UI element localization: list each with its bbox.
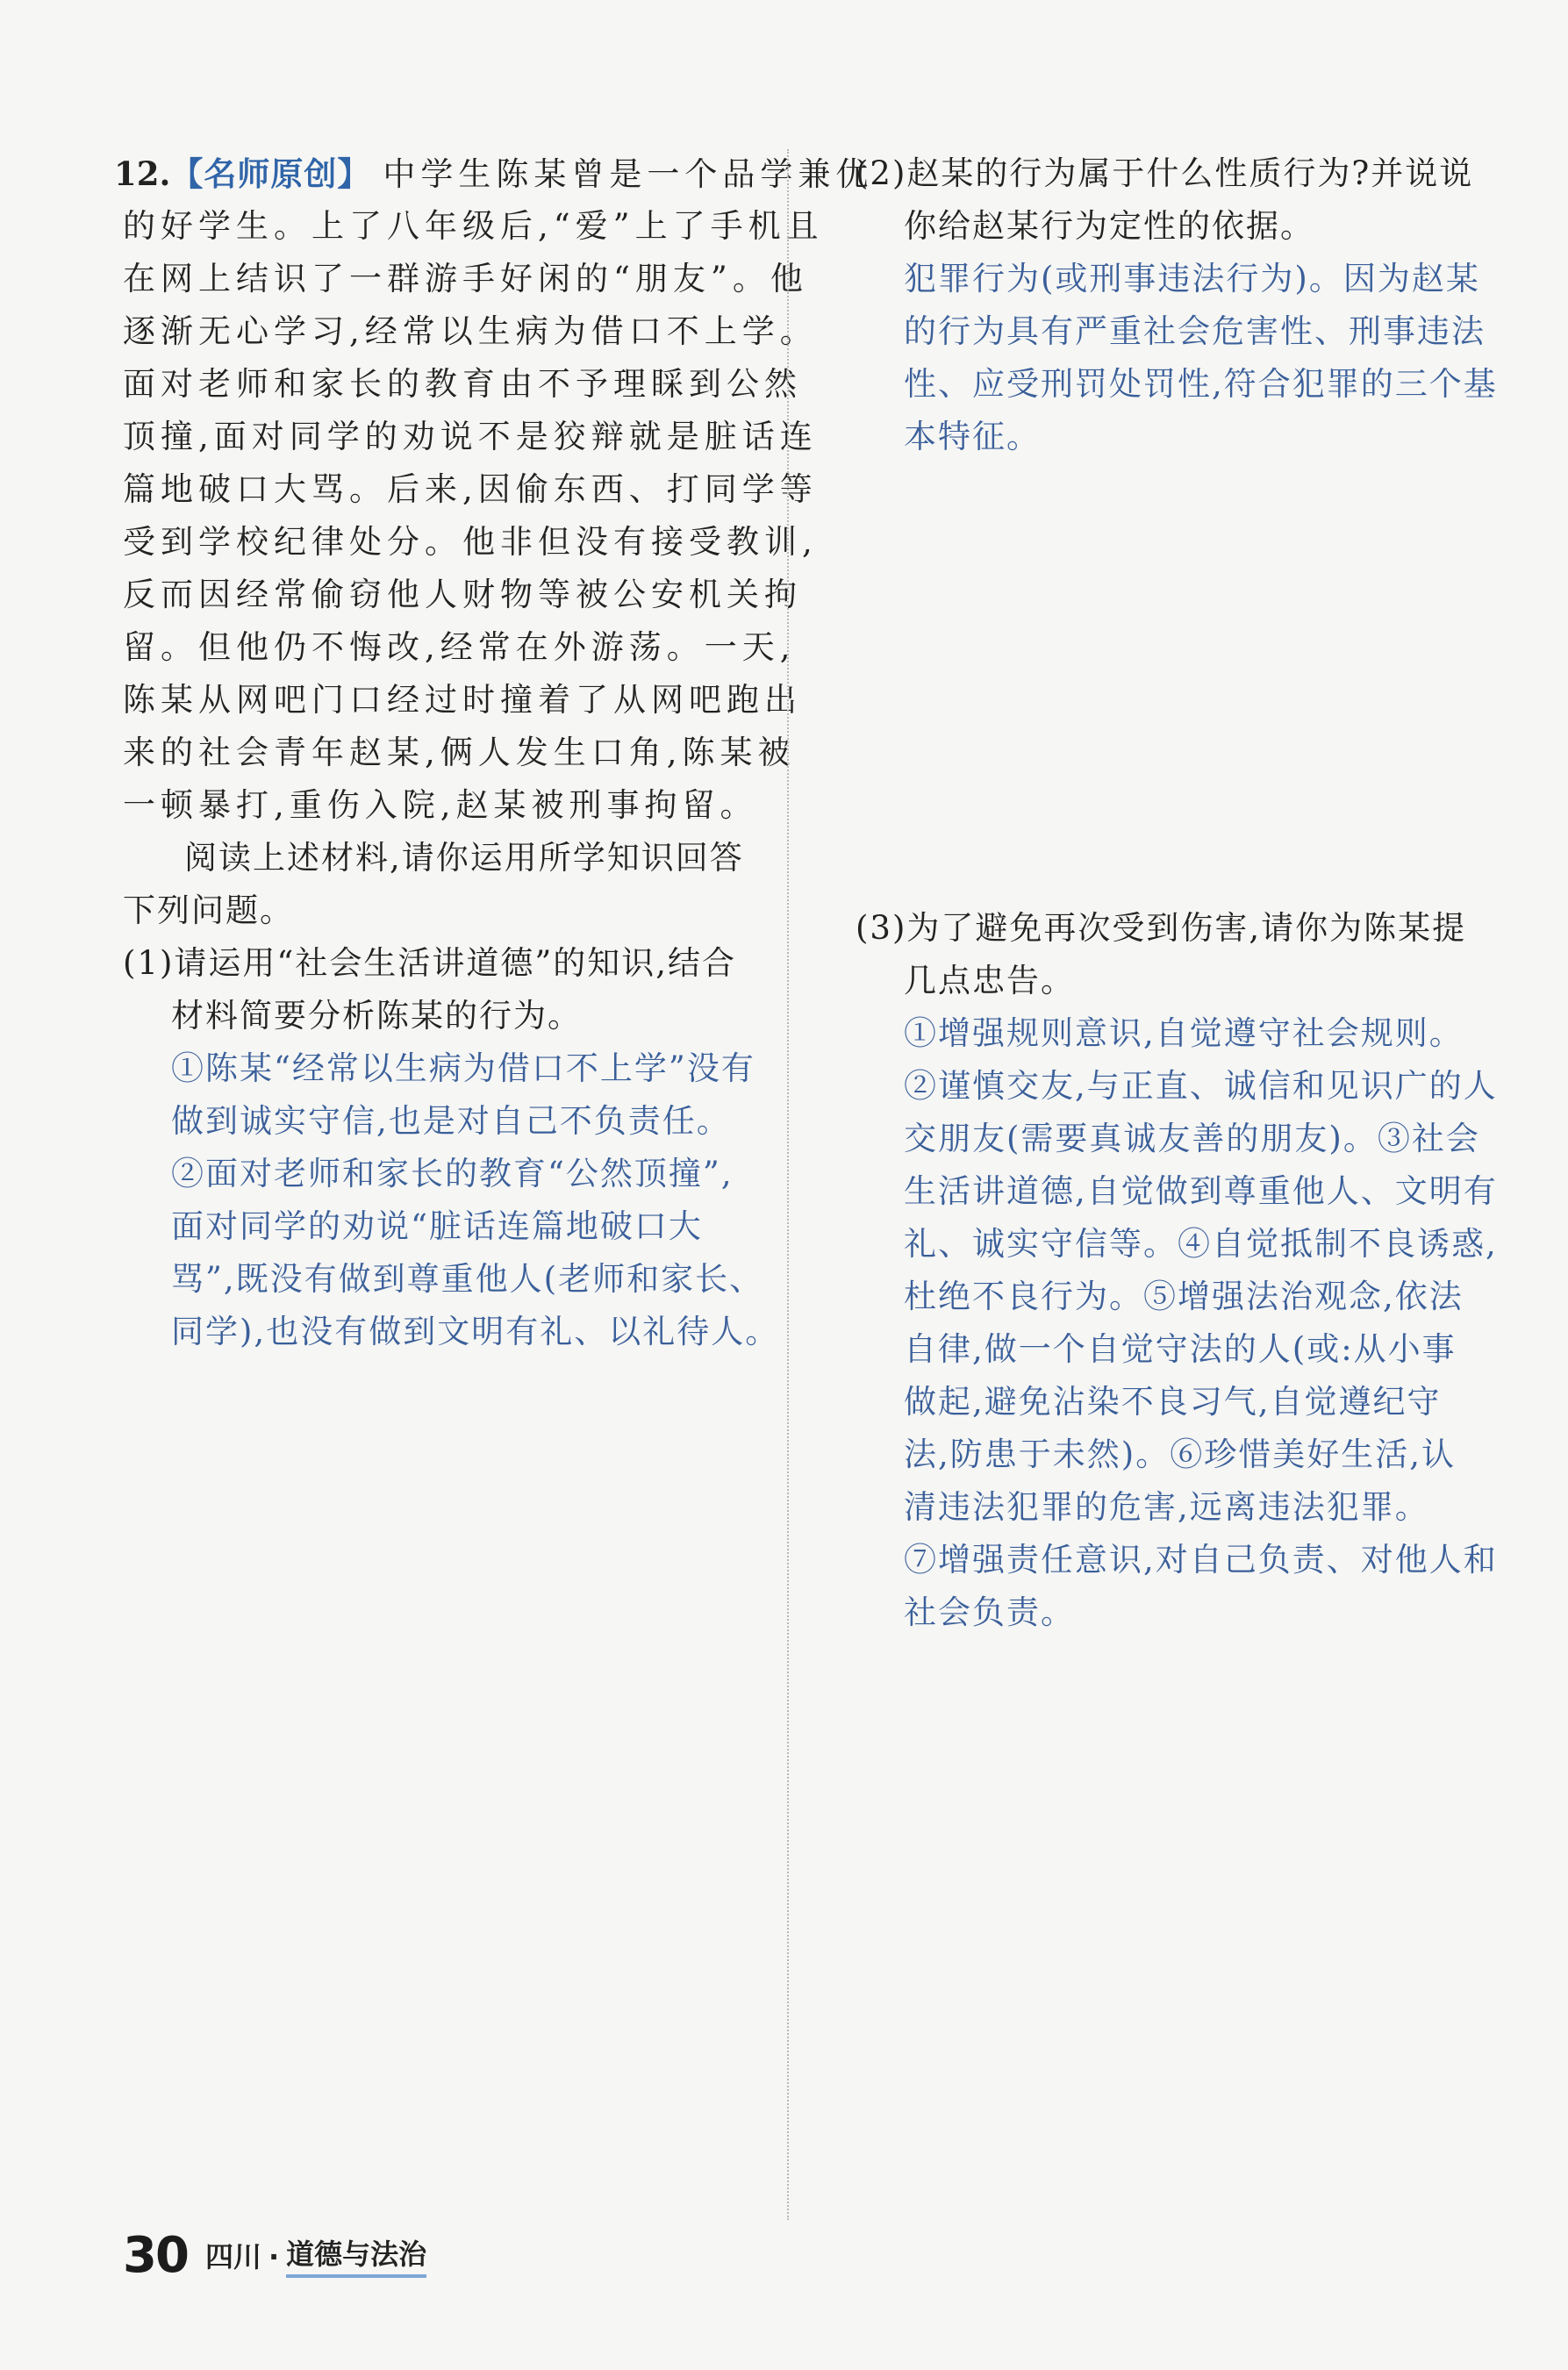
sub-question-3-text: (3)为了避免再次受到伤害,请你为陈某提 — [856, 909, 1467, 947]
answer-line: 交朋友(需要真诚友善的朋友)。③社会 — [904, 1120, 1480, 1157]
answer-line: 的行为具有严重社会危害性、刑事违法 — [904, 312, 1486, 350]
material-line: 面对老师和家长的教育由不予理睬到公然 — [123, 365, 802, 403]
answer-line: ②谨慎交友,与正直、诚信和见识广的人 — [904, 1067, 1498, 1105]
sub-question-2-text: 你给赵某行为定性的依据。 — [904, 207, 1314, 245]
answer-line: 性、应受刑罚处罚性,符合犯罪的三个基 — [904, 365, 1498, 403]
answer-line: 同学),也没有做到文明有礼、以礼待人。 — [171, 1313, 780, 1350]
material-line: 顶撞,面对同学的劝说不是狡辩就是脏话连 — [123, 418, 818, 455]
instruction-line: 阅读上述材料,请你运用所学知识回答 — [184, 839, 744, 877]
answer-line: 本特征。 — [904, 418, 1041, 455]
material-line: 12.【名师原创】 中学生陈某曾是一个品学兼优 — [114, 154, 874, 193]
question-tag: 【名师原创】 — [170, 155, 371, 193]
book-series — [205, 2235, 286, 2275]
sub-question-1-text: (1)请运用“社会生活讲道德”的知识,结合 — [123, 944, 737, 982]
answer-line: 做起,避免沾染不良习气,自觉遵纪守 — [904, 1383, 1442, 1421]
answer-line: ①陈某“经常以生病为借口不上学”没有 — [171, 1049, 755, 1087]
answer-space — [856, 463, 1470, 902]
material-line: 留。但他仍不悔改,经常在外游荡。一天, — [123, 628, 796, 666]
answer-line: ①增强规则意识,自觉遵守社会规则。 — [904, 1014, 1464, 1052]
separator-dot: · — [268, 2240, 280, 2273]
region-label: 四川 — [204, 2240, 261, 2273]
page-number: 30 — [123, 2226, 188, 2284]
page-footer — [123, 2224, 426, 2286]
question-material — [114, 147, 874, 832]
material-line: 受到学校纪律处分。他非但没有接受教训, — [123, 523, 818, 561]
sub-question-3 — [856, 902, 1498, 1639]
sub-question-2 — [856, 147, 1498, 463]
answer-line: 礼、诚实守信等。④自觉抵制不良诱惑, — [904, 1225, 1498, 1263]
sub-question-3-text: 几点忠告。 — [904, 962, 1075, 999]
right-column — [856, 147, 1498, 1639]
answer-line: ②面对老师和家长的教育“公然顶撞”, — [171, 1155, 734, 1192]
material-line: 陈某从网吧门口经过时撞着了从网吧跑出 — [123, 681, 802, 719]
answer-line: 做到诚实守信,也是对自己不负责任。 — [171, 1102, 731, 1140]
material-line: 逐渐无心学习,经常以生病为借口不上学。 — [123, 312, 818, 350]
answer-line: 清违法犯罪的危害,远离违法犯罪。 — [904, 1488, 1429, 1526]
sub-question-3-answer — [856, 1007, 1498, 1639]
answer-line: ⑦增强责任意识,对自己负责、对他人和 — [904, 1541, 1498, 1579]
question-number: 12. — [114, 154, 171, 193]
answer-line: 法,防患于未然)。⑥珍惜美好生活,认 — [904, 1436, 1456, 1473]
subject-label: 道德与法治 — [286, 2232, 426, 2278]
answer-line: 面对同学的劝说“脏话连篇地破口大 — [171, 1207, 703, 1245]
answer-line: 社会负责。 — [904, 1593, 1075, 1631]
material-line: 来的社会青年赵某,俩人发生口角,陈某被 — [123, 734, 796, 771]
left-column — [114, 147, 874, 1358]
material-line: 反而因经常偷窃他人财物等被公安机关拘 — [123, 576, 802, 613]
answer-line: 杜绝不良行为。⑤增强法治观念,依法 — [904, 1278, 1464, 1315]
sub-question-1-answer — [123, 1042, 781, 1358]
instruction-line: 下列问题。 — [123, 891, 294, 929]
material-line: 一顿暴打,重伤入院,赵某被刑事拘留。 — [123, 786, 758, 824]
column-divider — [787, 149, 789, 2220]
answer-line: 自律,做一个自觉守法的人(或:从小事 — [904, 1330, 1457, 1368]
sub-question-2-answer — [856, 253, 1498, 463]
answer-line: 骂”,既没有做到尊重他人(老师和家长、 — [171, 1260, 764, 1298]
answer-line: 犯罪行为(或刑事违法行为)。因为赵某 — [904, 260, 1480, 297]
material-line: 篇地破口大骂。后来,因偷东西、打同学等 — [123, 470, 818, 508]
sub-question-1-text: 材料简要分析陈某的行为。 — [171, 997, 582, 1035]
sub-question-2-text: (2)赵某的行为属于什么性质行为?并说说 — [856, 154, 1474, 192]
answer-line: 生活讲道德,自觉做到尊重他人、文明有 — [904, 1172, 1498, 1210]
instruction — [123, 832, 781, 937]
material-line: 在网上结识了一群游手好闲的“朋友”。他 — [123, 260, 808, 297]
sub-question-1 — [123, 937, 781, 1358]
material-line: 的好学生。上了八年级后,“爱”上了手机且 — [123, 207, 824, 245]
